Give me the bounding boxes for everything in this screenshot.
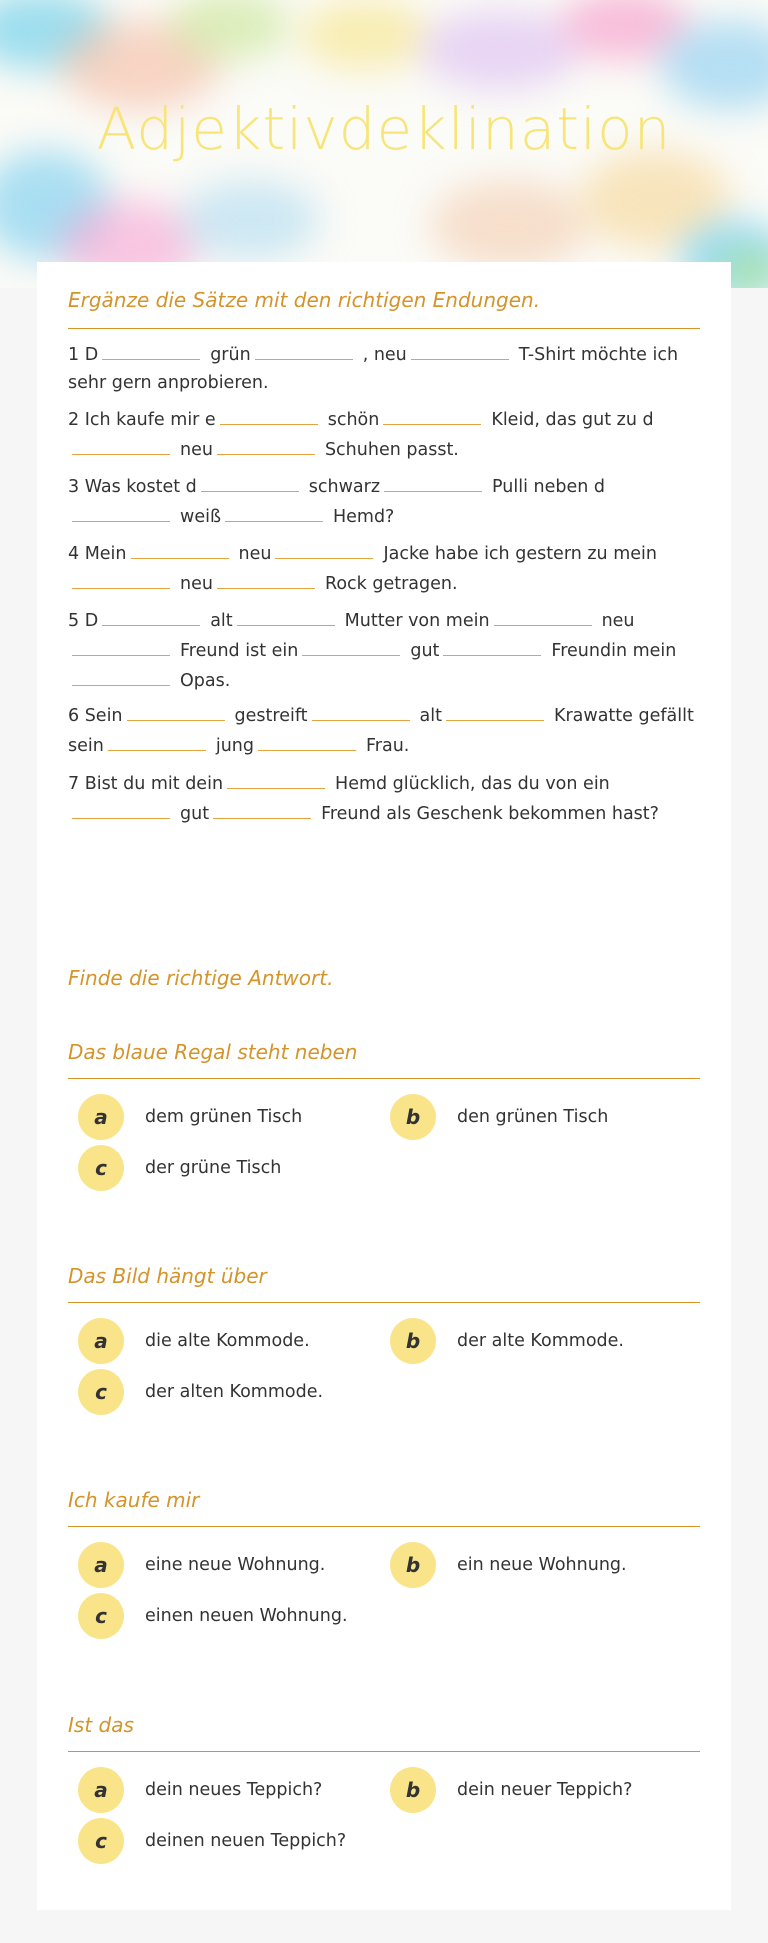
answer-blank[interactable] (201, 471, 299, 492)
answer-blank[interactable] (384, 471, 482, 492)
question-3-stem: Ich kaufe mir (68, 1488, 200, 1512)
option-text: dem grünen Tisch (145, 1107, 303, 1127)
sentence-6: 6 Sein gestreift alt Krawatte gefällt sein jung Frau. (68, 700, 700, 760)
question-4-option-a[interactable] (78, 1767, 338, 1813)
sentence-3: 3 Was kostet d schwarz Pulli neben d weiß Hemd? (68, 471, 700, 531)
option-b-badge: b (390, 1094, 436, 1140)
question-2-option-b[interactable] (390, 1318, 650, 1364)
option-text: deinen neuen Teppich? (145, 1831, 347, 1851)
question-2-option-c[interactable] (78, 1369, 338, 1415)
answer-blank[interactable] (108, 730, 206, 751)
answer-blank[interactable] (237, 605, 335, 626)
answer-blank[interactable] (443, 635, 541, 656)
answer-blank[interactable] (220, 404, 318, 425)
section1-heading: Ergänze die Sätze mit den richtigen Endungen. (68, 288, 541, 312)
option-c-badge: c (78, 1369, 124, 1415)
option-b-badge: b (390, 1542, 436, 1588)
answer-blank[interactable] (217, 434, 315, 455)
answer-blank[interactable] (411, 339, 509, 360)
question-3-option-a[interactable] (78, 1542, 338, 1588)
answer-blank[interactable] (72, 501, 170, 522)
sentence-5: 5 D alt Mutter von mein neu Freund ist ein gut Freundin mein Opas. (68, 605, 700, 695)
sentence-7: 7 Bist du mit dein Hemd glücklich, das du von eingut Freund als Geschenk bekommen hast? (68, 768, 700, 828)
question-1-option-b[interactable] (390, 1094, 650, 1140)
question-2-stem: Das Bild hängt über (68, 1264, 267, 1288)
sentence-1: 1 D grün , neu T-Shirt möchte ich sehr gern anprobieren. (68, 339, 700, 397)
option-b-badge: b (390, 1318, 436, 1364)
option-a-badge: a (78, 1318, 124, 1364)
option-c-badge: c (78, 1818, 124, 1864)
answer-blank[interactable] (383, 404, 481, 425)
option-text: eine neue Wohnung. (145, 1555, 326, 1575)
question-1-stem: Das blaue Regal steht neben (68, 1040, 358, 1064)
answer-blank[interactable] (494, 605, 592, 626)
divider (68, 1078, 700, 1079)
question-1-option-c[interactable] (78, 1145, 338, 1191)
option-a-badge: a (78, 1542, 124, 1588)
option-text: dein neuer Teppich? (457, 1780, 633, 1800)
divider (68, 1302, 700, 1303)
divider (68, 1751, 700, 1752)
option-text: der alten Kommode. (145, 1382, 324, 1402)
question-4-option-c[interactable] (78, 1818, 347, 1864)
answer-blank[interactable] (258, 730, 356, 751)
answer-blank[interactable] (275, 538, 373, 559)
option-text: einen neuen Wohnung. (145, 1606, 348, 1626)
answer-blank[interactable] (72, 798, 170, 819)
section2-heading: Finde die richtige Antwort. (68, 966, 334, 990)
answer-blank[interactable] (213, 798, 311, 819)
option-a-badge: a (78, 1094, 124, 1140)
option-text: ein neue Wohnung. (457, 1555, 627, 1575)
option-text: der alte Kommode. (457, 1331, 624, 1351)
answer-blank[interactable] (72, 568, 170, 589)
option-c-badge: c (78, 1593, 124, 1639)
answer-blank[interactable] (72, 665, 170, 686)
answer-blank[interactable] (227, 768, 325, 789)
question-3-option-c[interactable] (78, 1593, 348, 1639)
question-1-option-a[interactable] (78, 1094, 338, 1140)
answer-blank[interactable] (255, 339, 353, 360)
answer-blank[interactable] (225, 501, 323, 522)
divider (68, 328, 700, 329)
answer-blank[interactable] (217, 568, 315, 589)
answer-blank[interactable] (102, 605, 200, 626)
option-a-badge: a (78, 1767, 124, 1813)
answer-blank[interactable] (127, 700, 225, 721)
question-3-option-b[interactable] (390, 1542, 650, 1588)
page-title: Adjektivdeklination (96, 95, 672, 163)
divider (68, 1526, 700, 1527)
sentence-2: 2 Ich kaufe mir e schön Kleid, das gut zu d neu Schuhen passt. (68, 404, 700, 464)
option-text: den grünen Tisch (457, 1107, 609, 1127)
question-4-stem: Ist das (68, 1713, 134, 1737)
answer-blank[interactable] (102, 339, 200, 360)
option-text: dein neues Teppich? (145, 1780, 323, 1800)
answer-blank[interactable] (312, 700, 410, 721)
answer-blank[interactable] (72, 434, 170, 455)
question-2-option-a[interactable] (78, 1318, 338, 1364)
answer-blank[interactable] (446, 700, 544, 721)
sentence-4: 4 Mein neu Jacke habe ich gestern zu mein neu Rock getragen. (68, 538, 700, 598)
watercolor-header (0, 0, 768, 288)
option-text: der grüne Tisch (145, 1158, 282, 1178)
question-4-option-b[interactable] (390, 1767, 650, 1813)
option-c-badge: c (78, 1145, 124, 1191)
option-b-badge: b (390, 1767, 436, 1813)
option-text: die alte Kommode. (145, 1331, 310, 1351)
answer-blank[interactable] (131, 538, 229, 559)
answer-blank[interactable] (302, 635, 400, 656)
answer-blank[interactable] (72, 635, 170, 656)
